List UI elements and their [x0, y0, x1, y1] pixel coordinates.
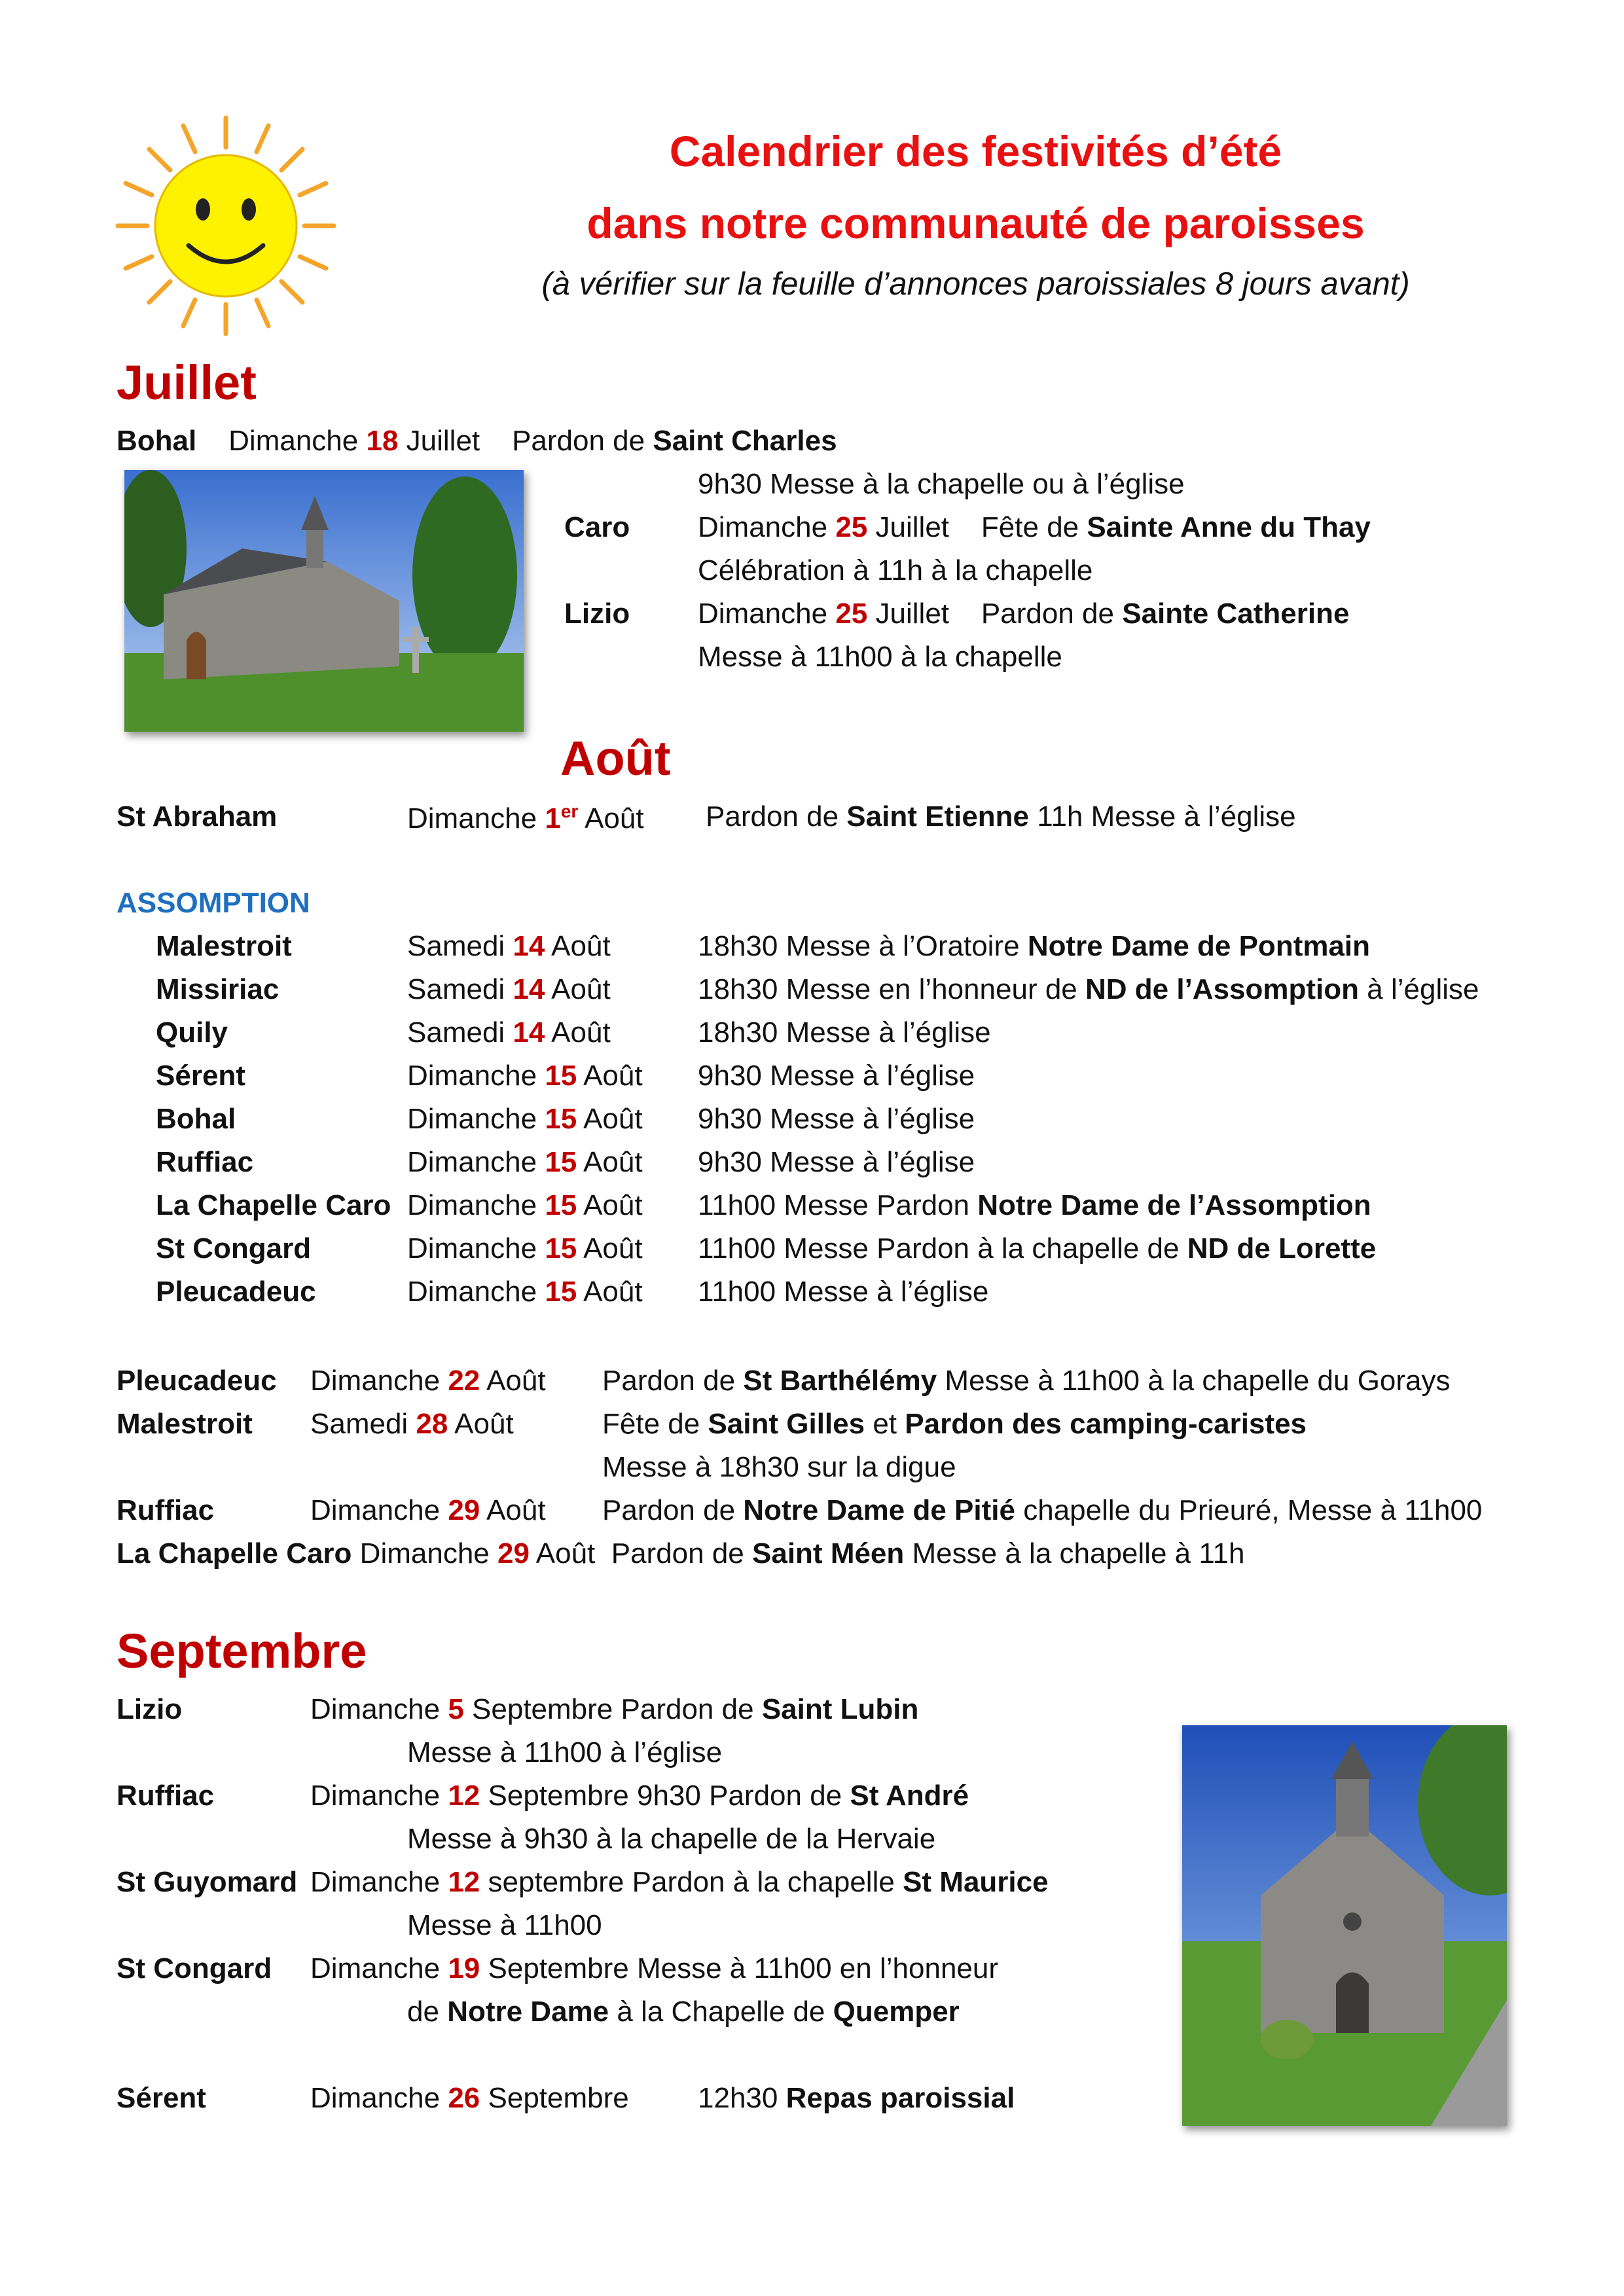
event-month: Septembre	[488, 2082, 629, 2114]
event-description-text: Pardon de	[602, 1494, 736, 1526]
event-day: Dimanche	[359, 1537, 490, 1570]
event-day: Dimanche	[407, 1146, 537, 1178]
event-description: Pardon de	[512, 425, 645, 457]
event-day: Dimanche	[310, 1365, 441, 1397]
event-date-number: 1	[545, 802, 561, 834]
event-description	[698, 1148, 975, 1177]
chapel-photo-septembre	[1182, 1725, 1507, 2126]
event-date-number: 15	[545, 1189, 577, 1221]
event-month: Juillet	[875, 511, 950, 543]
event-month: Août	[583, 1146, 643, 1178]
event-date-number: 5	[448, 1693, 464, 1725]
event-saint: Pardon des camping-caristes	[905, 1408, 1307, 1440]
event-description	[698, 1278, 988, 1306]
event-place: Missiriac	[156, 973, 280, 1005]
event-month: Août	[585, 802, 644, 834]
event-date-suffix: er	[560, 801, 579, 821]
event-day: Dimanche	[310, 1780, 441, 1812]
event-saint: St André	[850, 1780, 969, 1812]
event-place: Malestroit	[156, 930, 292, 962]
event-date-number: 14	[513, 973, 545, 1005]
event-date	[310, 1410, 514, 1439]
event-month: Août	[583, 1103, 643, 1135]
event-date	[310, 1496, 546, 1525]
event-saint: Saint Méen	[752, 1537, 905, 1570]
event-day: Dimanche	[698, 598, 828, 630]
event-place: St Congard	[117, 1952, 272, 1984]
event-date-number: 12	[448, 1866, 480, 1898]
event-day: Samedi	[407, 930, 505, 962]
event-day: Dimanche	[407, 1276, 537, 1308]
event-date	[407, 932, 611, 961]
event-day: Dimanche	[310, 1952, 441, 1984]
event-month: Août	[583, 1276, 643, 1308]
event-month: Août	[486, 1365, 546, 1397]
event-place: St Guyomard	[117, 1866, 298, 1898]
event-day: Dimanche	[310, 1494, 441, 1526]
event-place: Malestroit	[117, 1408, 253, 1440]
event-saint: St Barthélémy	[743, 1365, 937, 1397]
event-day: Dimanche	[407, 1060, 537, 1092]
event-saint: Notre Dame de Pontmain	[1027, 930, 1371, 962]
event-ruffiac-septembre	[310, 1782, 969, 1810]
event-saint: Sainte Anne du Thay	[1087, 511, 1371, 543]
event-description-text: 11h00 Messe Pardon à la chapelle de	[698, 1232, 1180, 1265]
event-place: Caro	[564, 511, 630, 543]
event-date-number: 18	[366, 425, 399, 457]
event-description-text: 11h00 Messe à l’église	[698, 1276, 989, 1308]
event-bohal-juillet	[117, 427, 837, 456]
event-place: Bohal	[156, 1103, 236, 1135]
event-detail-text: à la Chapelle de	[617, 1996, 825, 2028]
event-description	[698, 1105, 975, 1134]
page-subtitle: (à vérifier sur la feuille d’annonces paroissiales 8 jours avant)	[541, 266, 1410, 302]
event-description-text: Messe à 11h00 à la chapelle du Gorays	[945, 1365, 1451, 1397]
event-date	[407, 975, 611, 1004]
event-month: Août	[551, 930, 611, 962]
event-month: Septembre	[488, 1780, 629, 1812]
event-day: Dimanche	[698, 511, 828, 543]
event-date	[407, 1234, 643, 1263]
event-saint: ND de Lorette	[1187, 1232, 1377, 1265]
chapel-photo-septembre-image	[1182, 1725, 1507, 2126]
event-saint: Sainte Catherine	[1122, 598, 1350, 630]
event-day: Dimanche	[407, 802, 537, 834]
event-place: Bohal	[117, 425, 197, 457]
event-day: Samedi	[407, 1016, 505, 1049]
event-month: Août	[551, 973, 611, 1005]
event-month: Août	[551, 1016, 611, 1049]
event-place: St Abraham	[117, 800, 278, 833]
event-date-number: 15	[545, 1103, 577, 1135]
event-chapelle-caro-aout	[117, 1539, 1245, 1568]
event-place: Quily	[156, 1016, 228, 1049]
event-description-text: 18h30 Messe à l’église	[698, 1016, 991, 1049]
event-detail: Messe à 18h30 sur la digue	[602, 1451, 956, 1483]
event-day: Dimanche	[228, 425, 359, 457]
event-day: Dimanche	[310, 1693, 441, 1725]
event-description-text: 18h30 Messe en l’honneur de	[698, 973, 1077, 1005]
event-detail: Messe à 9h30 à la chapelle de la Hervaie	[407, 1823, 936, 1855]
event-month: Août	[583, 1060, 643, 1092]
event-place: Ruffiac	[156, 1146, 254, 1178]
event-lizio-juillet	[698, 600, 1349, 628]
month-heading-juillet: Juillet	[117, 355, 257, 410]
event-day: Dimanche	[310, 1866, 441, 1898]
event-date-number: 14	[513, 930, 545, 962]
event-month: Juillet	[406, 425, 480, 457]
month-heading-septembre: Septembre	[117, 1624, 367, 1678]
event-description	[602, 1367, 1451, 1395]
event-description	[698, 1234, 1376, 1263]
event-saint: Repas paroissial	[785, 2082, 1015, 2114]
event-saint: Notre Dame de Pitié	[743, 1494, 1015, 1526]
event-description	[698, 1191, 1371, 1220]
event-date	[407, 1191, 643, 1220]
event-date	[407, 802, 644, 833]
chapel-photo-juillet	[124, 470, 524, 732]
event-description	[602, 1496, 1482, 1525]
event-saint: St Maurice	[903, 1866, 1049, 1898]
event-description	[706, 802, 1296, 831]
event-description-text: Pardon de	[621, 1693, 754, 1725]
event-day: Dimanche	[407, 1232, 537, 1265]
event-detail: Messe à 11h00	[407, 1909, 602, 1941]
event-day: Dimanche	[407, 1189, 537, 1221]
event-date-number: 29	[497, 1537, 530, 1570]
event-saint: Notre Dame de l’Assomption	[977, 1189, 1371, 1221]
event-month: Août	[454, 1408, 514, 1440]
event-description-text: 9h30 Pardon de	[636, 1780, 842, 1812]
event-place: La Chapelle Caro	[117, 1537, 352, 1570]
event-place: St Congard	[156, 1232, 312, 1265]
event-description-text: Messe à la chapelle à 11h	[912, 1537, 1245, 1570]
event-description-text: 11h Messe à l’église	[1037, 800, 1296, 833]
event-date-number: 29	[448, 1494, 480, 1526]
event-description-text: 12h30	[698, 2082, 778, 2114]
event-saint: Saint Lubin	[761, 1693, 919, 1725]
event-lizio-septembre	[310, 1695, 918, 1724]
event-month: Août	[583, 1189, 643, 1221]
event-description-text: 11h00 Messe Pardon	[698, 1189, 970, 1221]
event-date-number: 25	[835, 511, 868, 543]
event-description	[698, 932, 1370, 961]
event-date-number: 28	[416, 1408, 448, 1440]
event-place: Ruffiac	[117, 1780, 215, 1812]
event-description: Pardon de	[981, 598, 1114, 630]
event-day: Dimanche	[310, 2082, 441, 2114]
event-description: Fête de	[981, 511, 1079, 543]
event-day: Dimanche	[407, 1103, 537, 1135]
event-place: Lizio	[117, 1693, 183, 1725]
event-description-text: Pardon à la chapelle	[632, 1866, 895, 1898]
event-guyomard-septembre	[310, 1868, 1049, 1897]
event-date	[407, 1062, 643, 1090]
event-detail: Célébration à 11h à la chapelle	[698, 554, 1093, 586]
event-month: Septembre	[488, 1952, 629, 1984]
page-title: Calendrier des festivités d’été	[669, 127, 1282, 175]
event-description-text: Pardon de	[602, 1365, 736, 1397]
event-date-number: 25	[835, 598, 868, 630]
event-saint: Saint Charles	[653, 425, 837, 457]
event-date	[310, 1367, 546, 1395]
event-date-number: 22	[448, 1365, 480, 1397]
event-date	[407, 1105, 643, 1134]
event-description-text: 9h30 Messe à l’église	[698, 1146, 975, 1178]
chapel-photo-juillet-image	[124, 470, 524, 732]
event-detail: Messe à 11h00 à la chapelle	[698, 641, 1062, 673]
event-detail	[407, 1998, 960, 2026]
event-description	[698, 1062, 975, 1090]
event-month: Août	[535, 1537, 596, 1570]
event-month: Août	[486, 1494, 546, 1526]
event-description-text: Pardon de	[706, 800, 839, 833]
event-saint: Notre Dame	[447, 1996, 609, 2028]
event-date-number: 12	[448, 1780, 480, 1812]
event-date	[407, 1018, 611, 1047]
event-date-number: 15	[545, 1060, 577, 1092]
event-place: Sérent	[156, 1060, 245, 1092]
event-date	[407, 1278, 643, 1306]
event-description-text: 9h30 Messe à l’église	[698, 1103, 975, 1135]
event-description	[602, 1410, 1307, 1439]
event-description-text: Messe à 11h00 en l’honneur	[636, 1952, 999, 1984]
event-description-text: à l’église	[1359, 973, 1479, 1005]
event-saint: Quemper	[833, 1996, 960, 2028]
event-place: Lizio	[564, 598, 630, 630]
event-description-text: et	[873, 1408, 897, 1440]
event-description-text: Fête de	[602, 1408, 700, 1440]
event-detail: Messe à 11h00 à l’église	[407, 1736, 723, 1768]
event-date	[407, 1148, 643, 1177]
event-date-number: 15	[545, 1232, 577, 1265]
event-description-text: chapelle du Prieuré, Messe à 11h00	[1023, 1494, 1483, 1526]
event-description-text: Pardon de	[611, 1537, 744, 1570]
event-date-number: 19	[448, 1952, 480, 1984]
event-detail: 9h30 Messe à la chapelle ou à l’église	[698, 468, 1185, 500]
event-place: Pleucadeuc	[156, 1276, 316, 1308]
event-month: septembre	[488, 1866, 624, 1898]
page-title-line2: dans notre communauté de paroisses	[586, 199, 1365, 247]
event-place: Sérent	[117, 2082, 206, 2114]
event-saint: Saint Gilles	[708, 1408, 865, 1440]
event-description-text: 18h30 Messe à l’Oratoire	[698, 930, 1020, 962]
event-month: Septembre	[472, 1693, 613, 1725]
event-description	[698, 1018, 991, 1047]
event-date-number: 26	[448, 2082, 480, 2114]
event-place: Pleucadeuc	[117, 1365, 277, 1397]
section-label-assomption: ASSOMPTION	[117, 887, 310, 919]
event-saint: ND de l’Assomption	[1085, 973, 1360, 1005]
event-day: Samedi	[310, 1408, 408, 1440]
event-congard-septembre	[310, 1954, 998, 1983]
event-description-text: 9h30 Messe à l’église	[698, 1060, 975, 1092]
event-date	[310, 2084, 629, 2113]
event-description	[698, 2084, 1015, 2113]
event-date-number: 14	[513, 1016, 545, 1049]
event-detail-text: de	[407, 1996, 439, 2028]
event-caro-juillet	[698, 513, 1371, 542]
event-date-number: 15	[545, 1276, 577, 1308]
event-saint: Saint Etienne	[846, 800, 1030, 833]
event-month: Août	[583, 1232, 643, 1265]
event-month: Juillet	[875, 598, 950, 630]
event-day: Samedi	[407, 973, 505, 1005]
event-place: La Chapelle Caro	[156, 1189, 391, 1221]
event-date-number: 15	[545, 1146, 577, 1178]
event-place: Ruffiac	[117, 1494, 215, 1526]
event-description	[698, 975, 1479, 1004]
month-heading-aout: Août	[560, 731, 671, 785]
